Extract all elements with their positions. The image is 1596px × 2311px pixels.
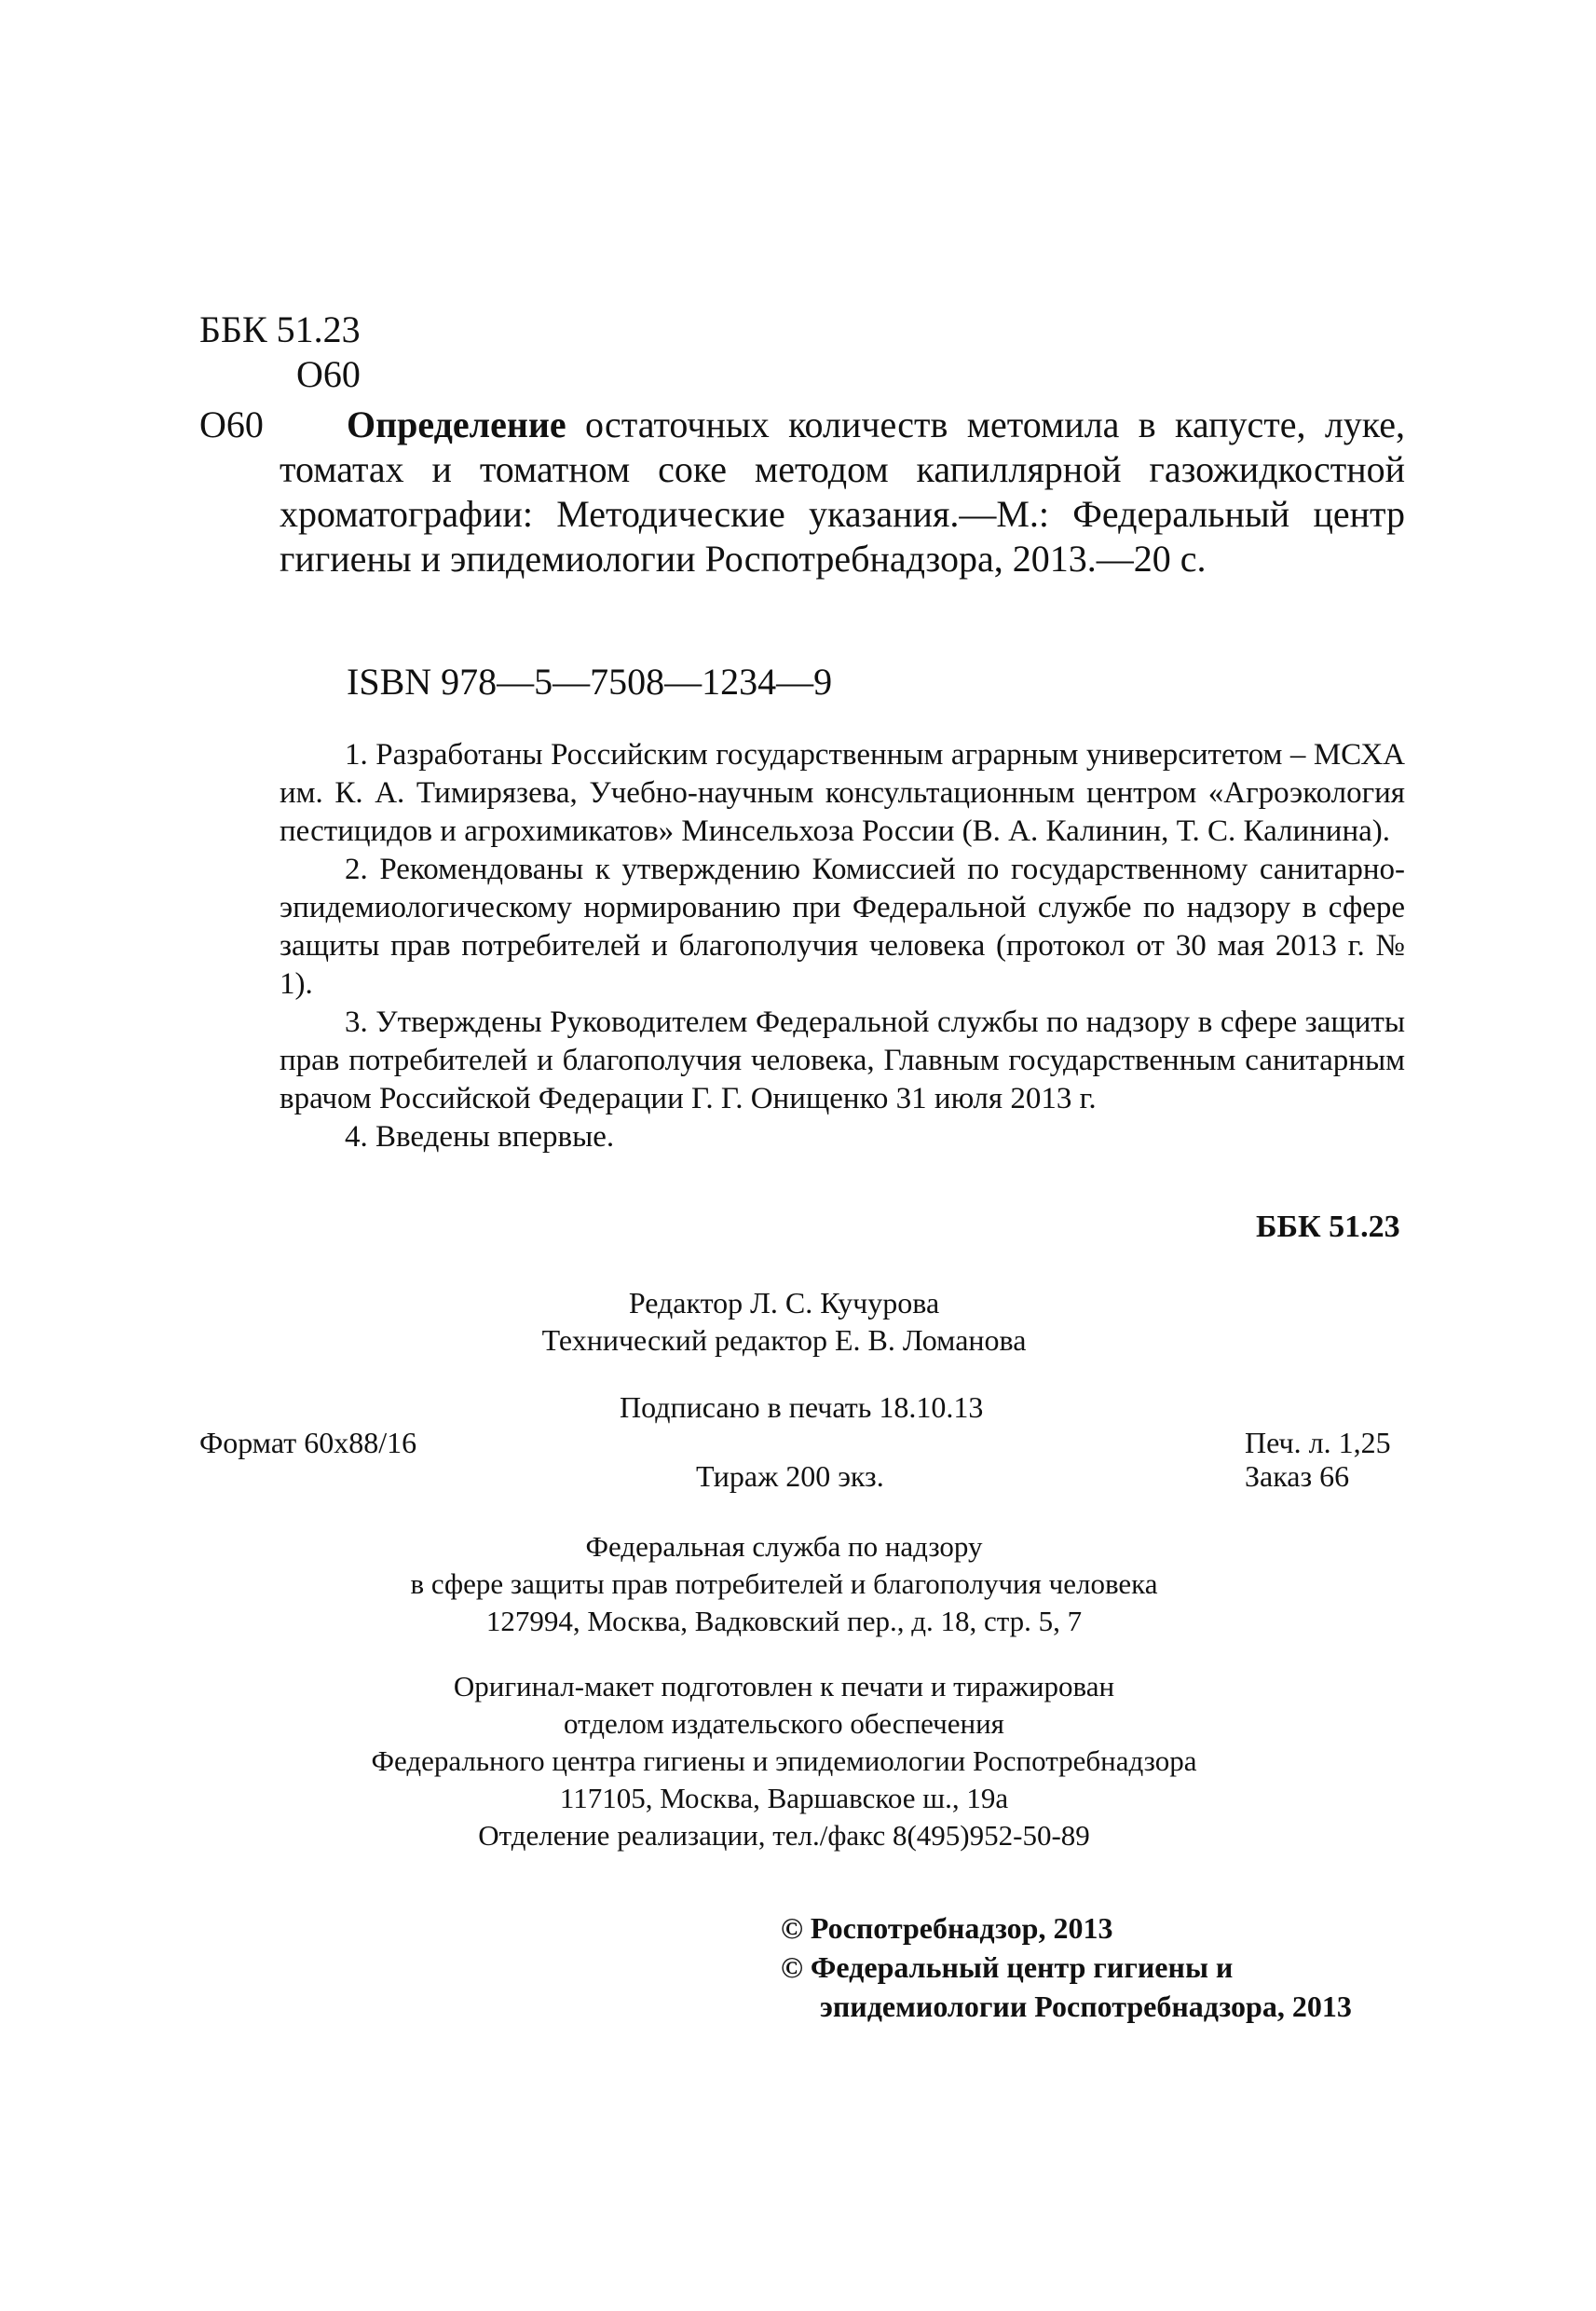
printer-line-5: Отделение реализации, тел./факс 8(495)952-50-89 [478,1819,1090,1852]
signed-date: Подписано в печать 18.10.13 [620,1390,984,1424]
entry-author-mark: О60 [199,403,264,445]
copyright-block [781,1908,1352,2026]
printer-line-4: 117105, Москва, Варшавское ш., 19а [559,1782,1009,1814]
bbk-index: ББК 51.23 [199,308,361,350]
book-title-bold: Определение [347,403,566,445]
note-item-3: 3. Утверждены Руководителем Федеральной службы по надзору в сфере защиты прав потребителей и благополучия человека, Главным государственным санитарным врачом Российской Федерации Г. Г. Онищенко 31 июля 2013 г. [280,1005,1405,1115]
copyright-line-3: эпидемиологии Роспотребнадзора, 2013 [820,1990,1352,2023]
notes-list [280,736,1405,1156]
printer-line-2: отделом издательского обеспечения [564,1707,1004,1740]
bbk-author-mark: О60 [296,353,361,395]
book-title [280,403,1405,581]
paper-format: Формат 60х88/16 [199,1426,417,1459]
publisher-line-2: в сфере защиты прав потребителей и благополучия человека [410,1567,1158,1600]
note-item-1: 1. Разработаны Российским государственным аграрным университетом – МСХА им. К. А. Тимирязева, Учебно-научным консультационным центром «Агроэкология пестицидов и агрохимикатов» Минсельхоза России (В. А. Калинин, Т. С. Калинина). [280,738,1405,848]
copyright-line-1: © Роспотребнадзор, 2013 [781,1911,1113,1945]
printer-line-1: Оригинал-макет подготовлен к печати и тиражирован [453,1670,1115,1702]
isbn: ISBN 978—5—7508—1234—9 [347,661,833,703]
printer-line-3: Федерального центра гигиены и эпидемиологии Роспотребнадзора [371,1744,1197,1777]
print-run: Тираж 200 экз. [696,1459,884,1493]
publisher-line-3: 127994, Москва, Вадковский пер., д. 18, стр. 5, 7 [485,1605,1083,1637]
printed-sheets: Печ. л. 1,25 [1245,1426,1391,1459]
order-number: Заказ 66 [1245,1459,1350,1493]
tech-editor-line: Технический редактор Е. В. Ломанова [541,1323,1027,1357]
note-item-2: 2. Рекомендованы к утверждению Комиссией по государственному санитарно-эпидемиологическому нормированию при Федеральной службе по надзору в сфере защиты прав потребителей и благополучия человека (протокол от 30 мая 2013 г. № 1). [280,853,1405,1001]
publisher-line-1: Федеральная служба по надзору [585,1530,983,1563]
copyright-line-2: © Федеральный центр гигиены и [781,1950,1234,1984]
note-item-4: 4. Введены впервые. [345,1120,615,1154]
book-title-rest: остаточных количеств метомила в капусте, луке, томатах и томатном соке методом капиллярной газожидкостной хроматографии: Методические указания.—М.: Федеральный центр гигиены и эпидемиологии Роспотребнадзора, 2013.—20 с. [280,403,1405,580]
editor-line: Редактор Л. С. Кучурова [628,1286,940,1320]
bbk-footer: ББК 51.23 [1256,1210,1400,1244]
